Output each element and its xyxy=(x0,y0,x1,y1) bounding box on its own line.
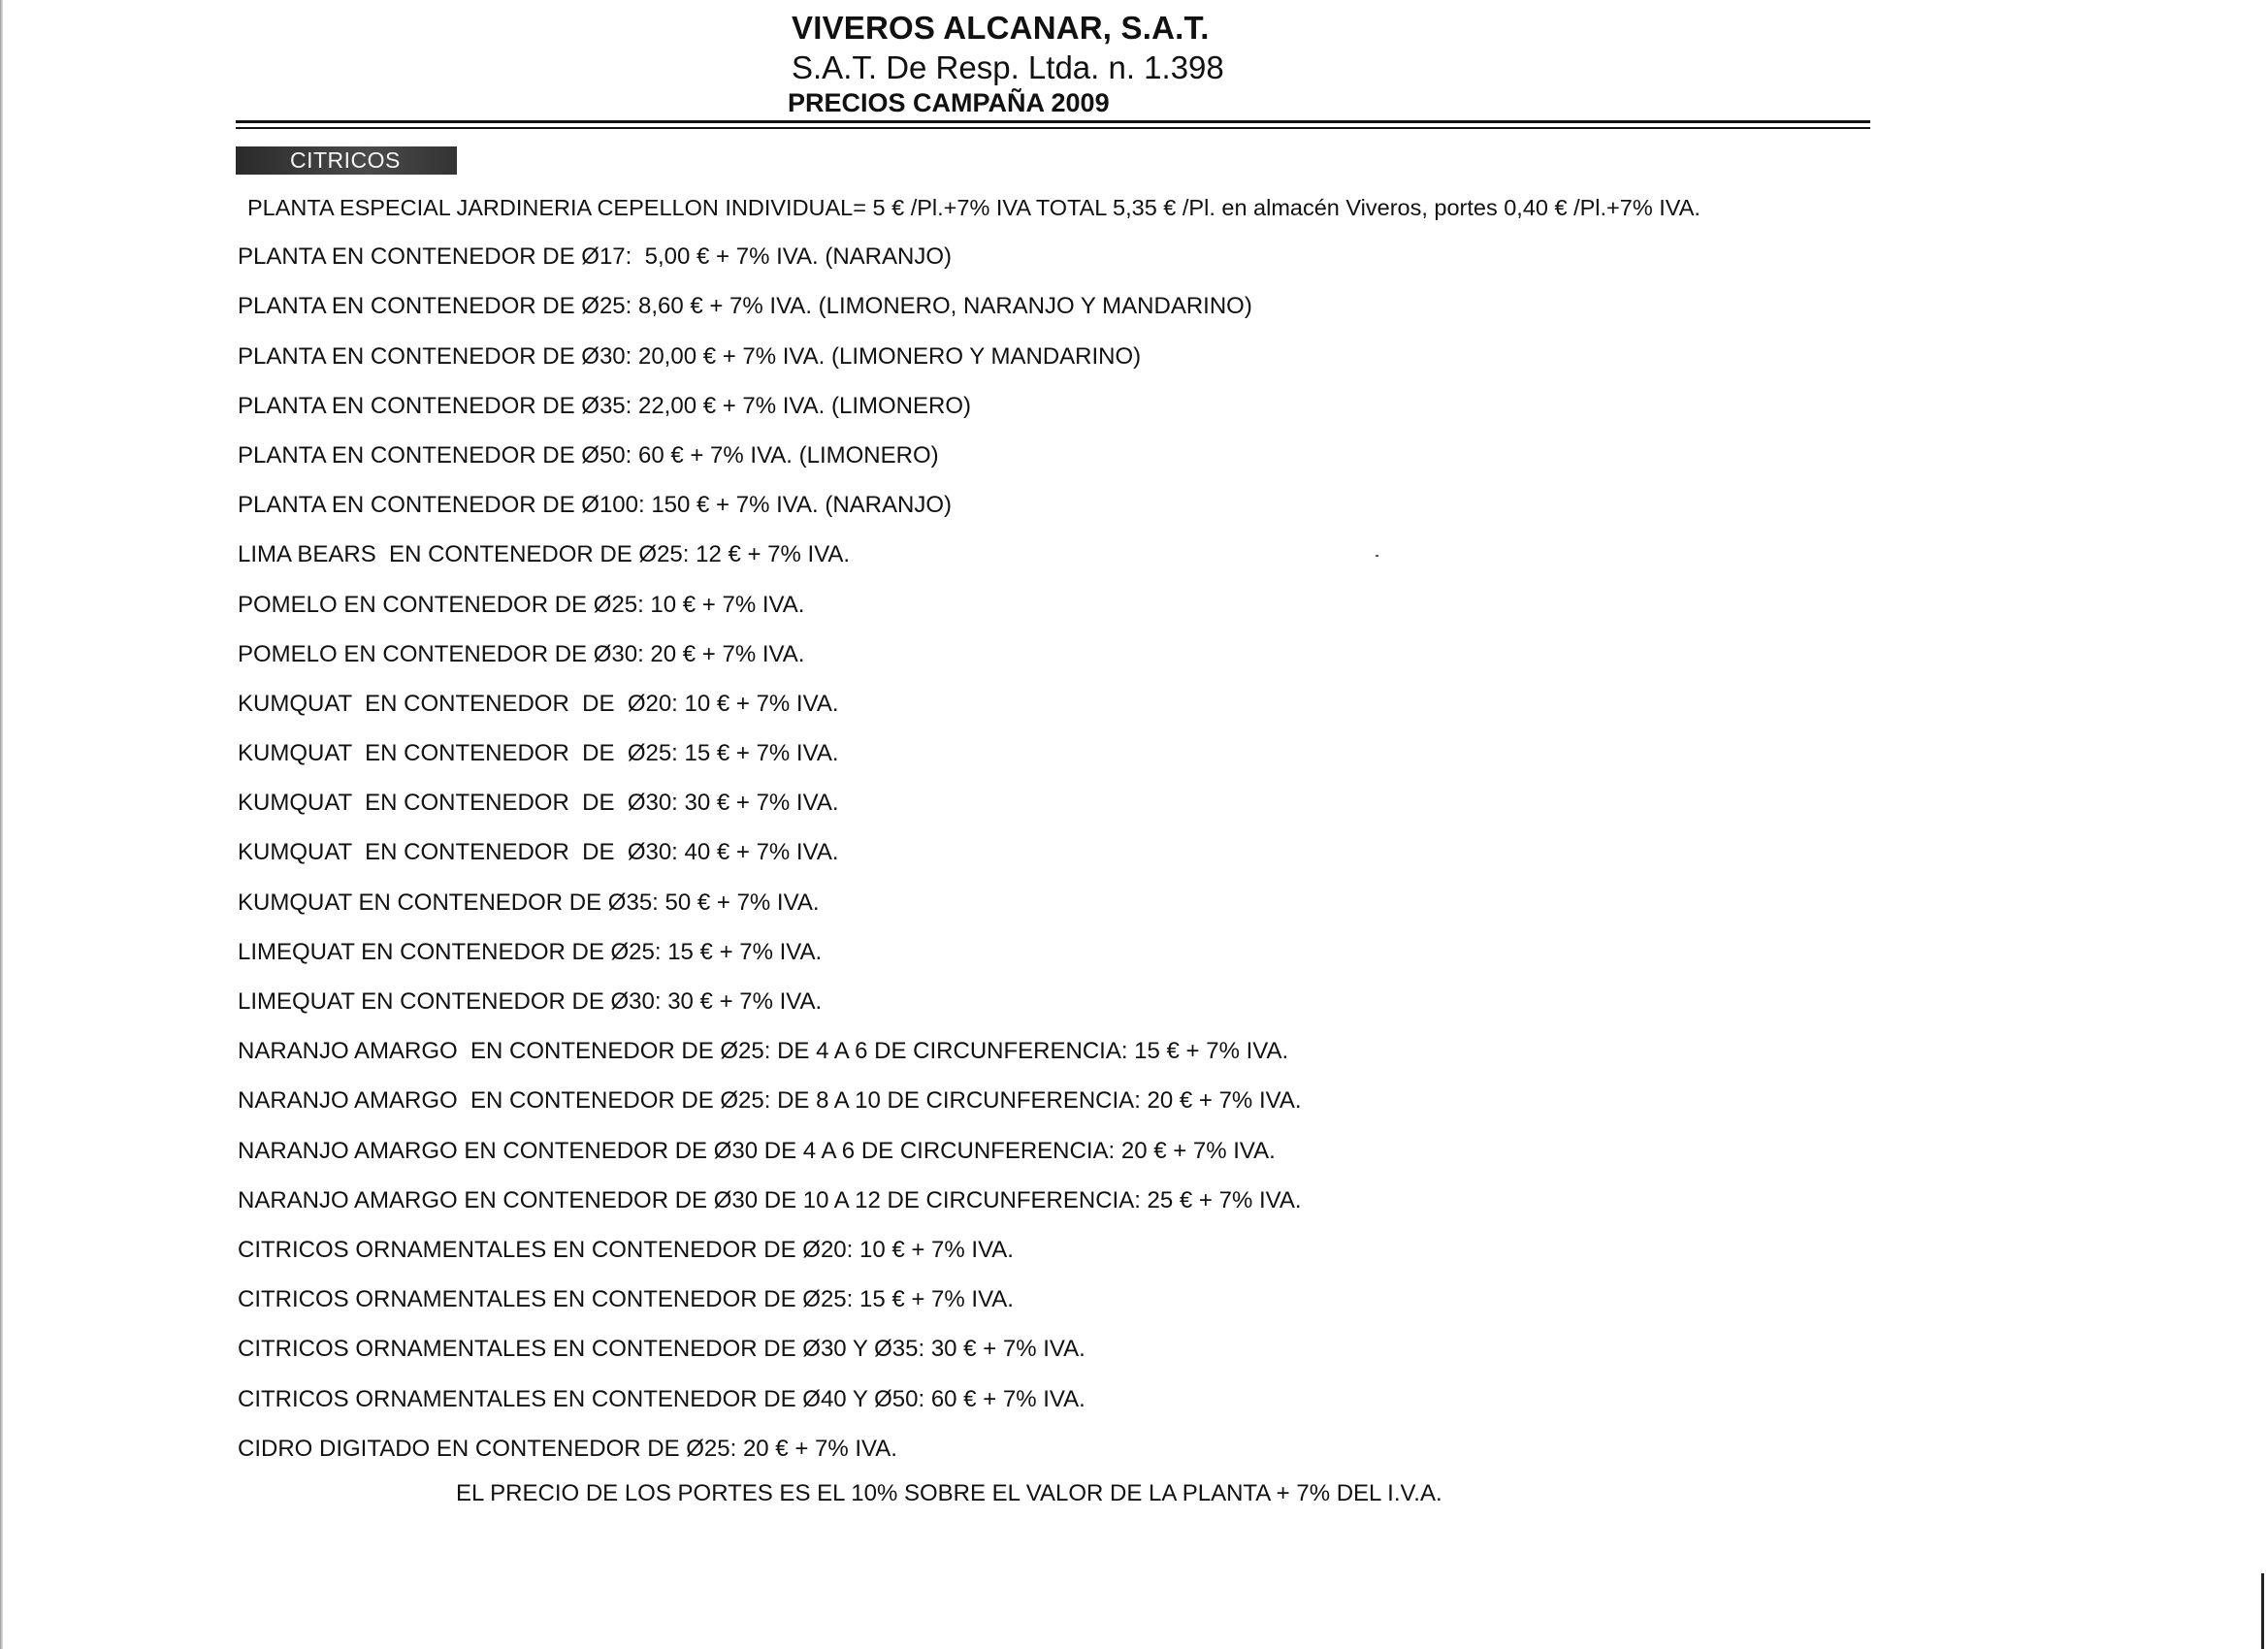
shipping-note: EL PRECIO DE LOS PORTES ES EL 10% SOBRE EL VALOR DE LA PLANTA + 7% DEL I.V.A. xyxy=(456,1480,1442,1506)
price-line: CITRICOS ORNAMENTALES EN CONTENEDOR DE Ø40 Y Ø50: 60 € + 7% IVA. xyxy=(238,1385,1085,1412)
price-line: PLANTA EN CONTENEDOR DE Ø35: 22,00 € + 7% IVA. (LIMONERO) xyxy=(238,392,971,419)
price-line: KUMQUAT EN CONTENEDOR DE Ø35: 50 € + 7% IVA. xyxy=(238,889,820,916)
scan-edge-left xyxy=(0,0,3,1649)
price-line: CIDRO DIGITADO EN CONTENEDOR DE Ø25: 20 € + 7% IVA. xyxy=(238,1435,897,1462)
scan-speck xyxy=(1376,555,1378,557)
price-line: CITRICOS ORNAMENTALES EN CONTENEDOR DE Ø25: 15 € + 7% IVA. xyxy=(238,1286,1014,1313)
price-line: PLANTA EN CONTENEDOR DE Ø25: 8,60 € + 7% IVA. (LIMONERO, NARANJO Y MANDARINO) xyxy=(238,293,1252,320)
price-line: LIMEQUAT EN CONTENEDOR DE Ø25: 15 € + 7% IVA. xyxy=(238,938,823,965)
price-line: KUMQUAT EN CONTENEDOR DE Ø30: 40 € + 7% IVA. xyxy=(238,839,839,866)
company-name: VIVEROS ALCANAR, S.A.T. xyxy=(792,10,1210,46)
price-line: KUMQUAT EN CONTENEDOR DE Ø25: 15 € + 7% IVA. xyxy=(238,740,839,767)
price-line: CITRICOS ORNAMENTALES EN CONTENEDOR DE Ø20: 10 € + 7% IVA. xyxy=(238,1236,1014,1263)
price-line: PLANTA EN CONTENEDOR DE Ø17: 5,00 € + 7% IVA. (NARANJO) xyxy=(238,243,952,271)
price-list xyxy=(238,188,1887,1479)
price-line: KUMQUAT EN CONTENEDOR DE Ø20: 10 € + 7% IVA. xyxy=(238,690,839,717)
header-rule-bottom xyxy=(236,127,1870,129)
price-line: LIMEQUAT EN CONTENEDOR DE Ø30: 30 € + 7% IVA. xyxy=(238,988,823,1015)
price-line: CITRICOS ORNAMENTALES EN CONTENEDOR DE Ø30 Y Ø35: 30 € + 7% IVA. xyxy=(238,1336,1085,1363)
price-line: PLANTA EN CONTENEDOR DE Ø100: 150 € + 7% IVA. (NARANJO) xyxy=(238,492,952,519)
scan-edge-right xyxy=(2261,1573,2264,1649)
price-line: NARANJO AMARGO EN CONTENEDOR DE Ø30 DE 4 A 6 DE CIRCUNFERENCIA: 20 € + 7% IVA. xyxy=(238,1137,1276,1164)
price-line: PLANTA EN CONTENEDOR DE Ø50: 60 € + 7% IVA. (LIMONERO) xyxy=(238,441,939,469)
price-line: NARANJO AMARGO EN CONTENEDOR DE Ø30 DE 10 A 12 DE CIRCUNFERENCIA: 25 € + 7% IVA. xyxy=(238,1186,1302,1213)
price-line: PLANTA EN CONTENEDOR DE Ø30: 20,00 € + 7% IVA. (LIMONERO Y MANDARINO) xyxy=(238,342,1142,370)
price-line: LIMA BEARS EN CONTENEDOR DE Ø25: 12 € + 7% IVA. xyxy=(238,541,851,568)
price-line: NARANJO AMARGO EN CONTENEDOR DE Ø25: DE 4 A 6 DE CIRCUNFERENCIA: 15 € + 7% IVA. xyxy=(238,1038,1289,1065)
price-line: POMELO EN CONTENEDOR DE Ø25: 10 € + 7% IVA. xyxy=(238,591,805,618)
price-line: KUMQUAT EN CONTENEDOR DE Ø30: 30 € + 7% IVA. xyxy=(238,790,839,817)
price-line: PLANTA ESPECIAL JARDINERIA CEPELLON INDIVIDUAL= 5 € /Pl.+7% IVA TOTAL 5,35 € /Pl. en almacén Viveros, portes 0,40 € /Pl.+7% IVA. xyxy=(247,195,1701,220)
campaign-title: PRECIOS CAMPAÑA 2009 xyxy=(788,88,1110,117)
section-label-citricos: CITRICOS xyxy=(236,146,457,175)
price-line: POMELO EN CONTENEDOR DE Ø30: 20 € + 7% IVA. xyxy=(238,640,805,667)
header-rule-top xyxy=(236,120,1870,123)
company-legal-form: S.A.T. De Resp. Ltda. n. 1.398 xyxy=(792,49,1224,85)
price-line: NARANJO AMARGO EN CONTENEDOR DE Ø25: DE 8 A 10 DE CIRCUNFERENCIA: 20 € + 7% IVA. xyxy=(238,1087,1302,1115)
document-header xyxy=(788,8,1471,118)
